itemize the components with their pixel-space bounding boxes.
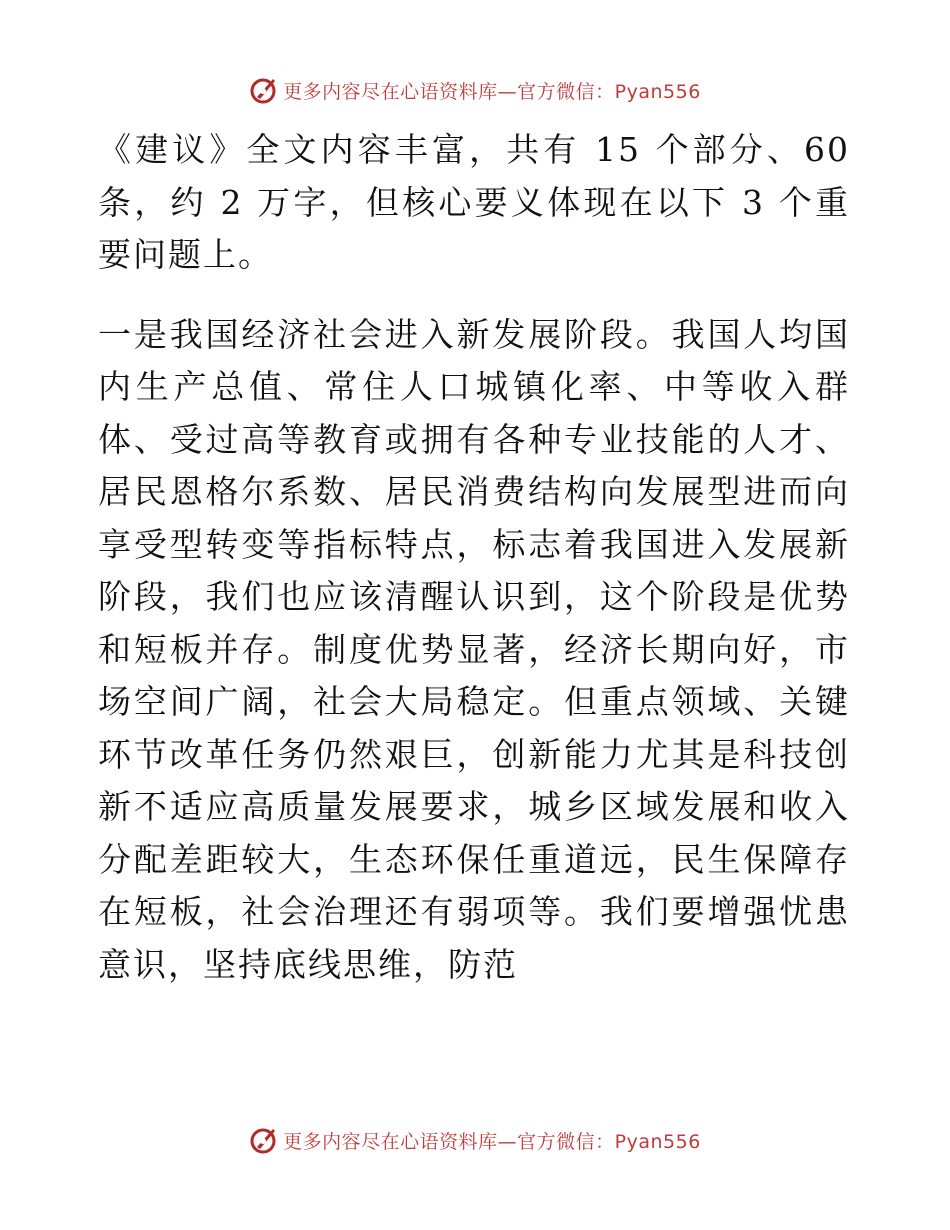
footer-banner xyxy=(0,1120,950,1160)
header-banner-text: 更多内容尽在心语资料库—官方微信：Pyan556 xyxy=(283,80,701,103)
quill-circle-icon xyxy=(249,75,279,105)
paragraph: 《建议》全文内容丰富，共有 15 个部分、60 条，约 2 万字，但核心要义体现在以下 3 个重要问题上。 xyxy=(98,130,850,274)
header-banner xyxy=(0,70,950,110)
quill-circle-icon xyxy=(249,1125,279,1155)
footer-banner-text: 更多内容尽在心语资料库—官方微信：Pyan556 xyxy=(283,1130,701,1153)
paragraph: 一是我国经济社会进入新发展阶段。我国人均国内生产总值、常住人口城镇化率、中等收入群体、受过高等教育或拥有各种专业技能的人才、居民恩格尔系数、居民消费结构向发展型进而向享受型转变等指标特点，标志着我国进入发展新阶段，我们也应该清醒认识到，这个阶段是优势和短板并存。制度优势显著，经济长期向好，市场空间广阔，社会大局稳定。但重点领域、关键环节改革任务仍然艰巨，创新能力尤其是科技创新不适应高质量发展要求，城乡区域发展和收入分配差距较大，生态环保任重道远，民生保障存在短板，社会治理还有弱项等。我们要增强忧患意识，坚持底线思维，防范 xyxy=(98,314,850,984)
document-body xyxy=(98,124,850,991)
